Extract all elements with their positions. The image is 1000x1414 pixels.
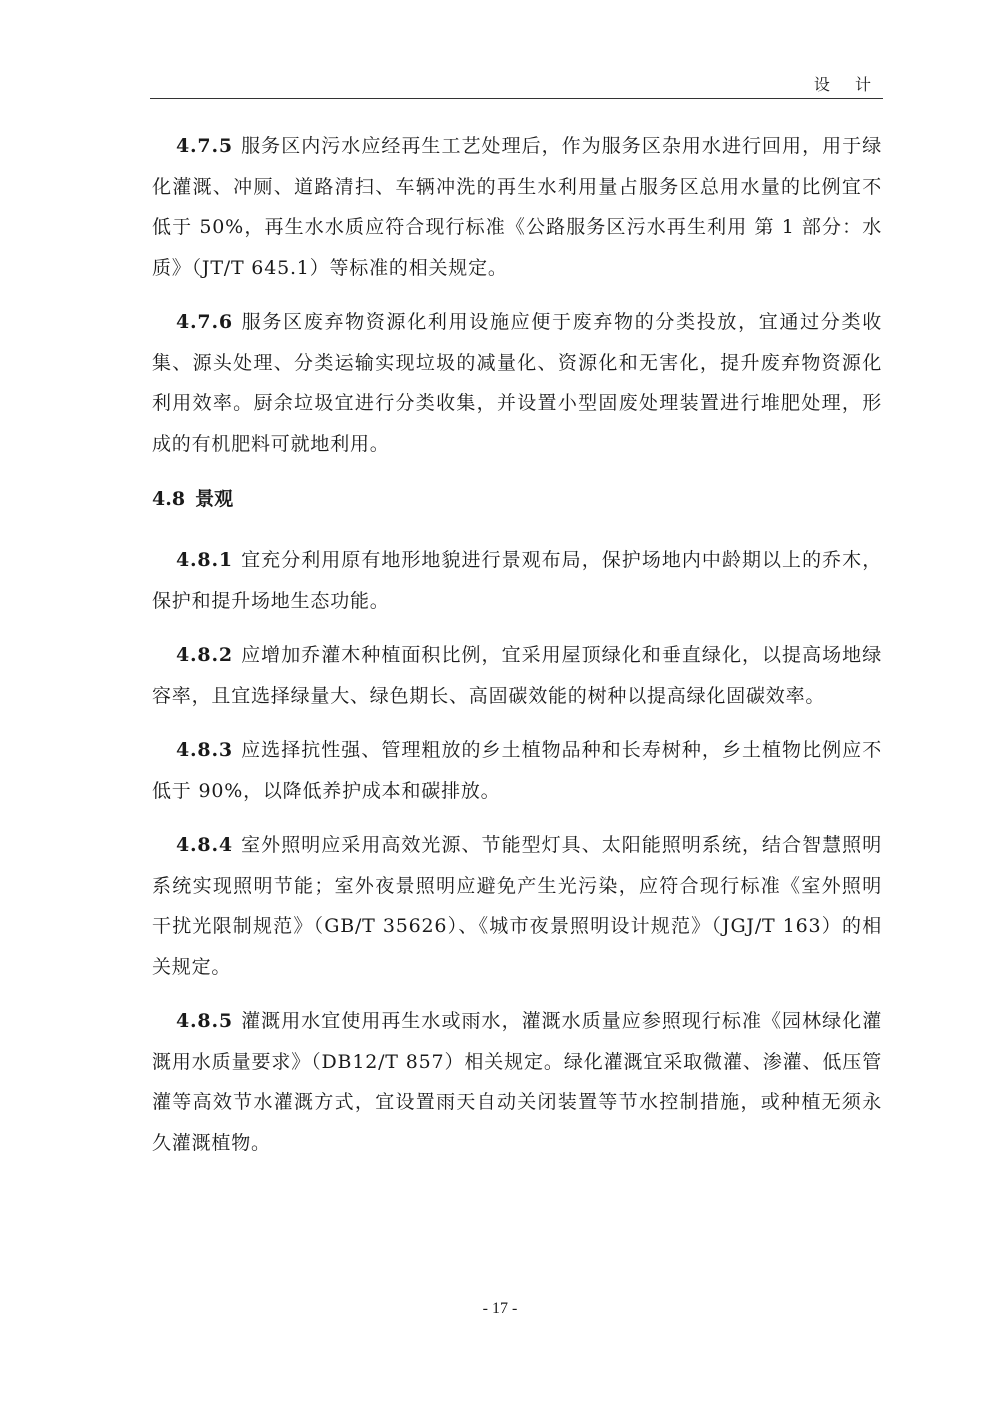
section-number: 4.8 bbox=[152, 488, 186, 510]
clause-4-8-4 bbox=[152, 825, 882, 987]
clause-number: 4.8.1 bbox=[176, 549, 233, 571]
header-title: 设 计 bbox=[813, 75, 881, 94]
clause-4-8-2 bbox=[152, 635, 882, 716]
document-body bbox=[152, 126, 882, 1177]
clause-number: 4.8.5 bbox=[176, 1010, 233, 1032]
clause-4-7-5 bbox=[152, 126, 882, 288]
clause-text: 室外照明应采用高效光源、节能型灯具、太阳能照明系统，结合智慧照明系统实现照明节能；室外夜景照明应避免产生光污染，应符合现行标准《室外照明干扰光限制规范》（GB/T 35626）、《城市夜景照明设计规范》（JGJ/T 163）的相关规定。 bbox=[152, 834, 882, 978]
section-heading bbox=[152, 486, 882, 512]
clause-4-8-5 bbox=[152, 1001, 882, 1163]
clause-text: 应增加乔灌木种植面积比例，宜采用屋顶绿化和垂直绿化，以提高场地绿容率，且宜选择绿量大、绿色期长、高固碳效能的树种以提高绿化固碳效率。 bbox=[152, 644, 882, 707]
clause-text: 应选择抗性强、管理粗放的乡土植物品种和长寿树种，乡土植物比例应不低于 90%，以降低养护成本和碳排放。 bbox=[152, 739, 882, 802]
clause-text: 宜充分利用原有地形地貌进行景观布局，保护场地内中龄期以上的乔木，保护和提升场地生态功能。 bbox=[152, 549, 882, 612]
clause-4-8-1 bbox=[152, 540, 882, 621]
clause-text: 服务区废弃物资源化利用设施应便于废弃物的分类投放，宜通过分类收集、源头处理、分类运输实现垃圾的减量化、资源化和无害化，提升废弃物资源化利用效率。厨余垃圾宜进行分类收集，并设置小型固废处理装置进行堆肥处理，形成的有机肥料可就地利用。 bbox=[152, 311, 882, 455]
clause-text: 服务区内污水应经再生工艺处理后，作为服务区杂用水进行回用，用于绿化灌溉、冲厕、道路清扫、车辆冲洗的再生水利用量占服务区总用水量的比例宜不低于 50%，再生水水质应符合现行标准《公路服务区污水再生利用 第 1 部分：水质》（JT/T 645.1）等标准的相关规定。 bbox=[152, 135, 882, 279]
clause-number: 4.7.5 bbox=[176, 135, 233, 157]
clause-4-7-6 bbox=[152, 302, 882, 464]
clause-number: 4.8.2 bbox=[176, 644, 233, 666]
clause-text: 灌溉用水宜使用再生水或雨水，灌溉水质量应参照现行标准《园林绿化灌溉用水质量要求》（DB12/T 857）相关规定。绿化灌溉宜采取微灌、渗灌、低压管灌等高效节水灌溉方式，宜设置雨天自动关闭装置等节水控制措施，或种植无须永久灌溉植物。 bbox=[152, 1010, 882, 1154]
section-title: 景观 bbox=[195, 488, 234, 510]
page-header bbox=[150, 72, 883, 99]
clause-4-8-3 bbox=[152, 730, 882, 811]
page-number: - 17 - bbox=[482, 1300, 518, 1317]
clause-number: 4.8.3 bbox=[176, 739, 233, 761]
clause-number: 4.7.6 bbox=[176, 311, 233, 333]
clause-number: 4.8.4 bbox=[176, 834, 233, 856]
